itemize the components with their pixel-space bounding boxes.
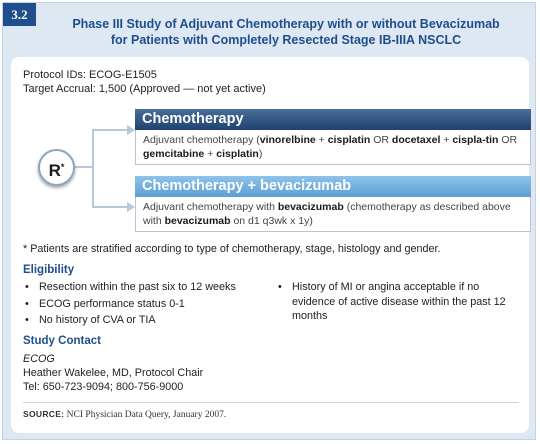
stratification-note: * Patients are stratified according to type of chemotherapy, stage, histology and gender. [23,243,441,255]
drug-name: vinorelbine [259,134,316,146]
source-text: NCI Physician Data Query, January 2007. [66,410,227,420]
contact-person: Heather Wakelee, MD, Protocol Chair [23,367,204,379]
randomization-symbol: R [48,161,61,180]
drug-name: cispla-tin [452,134,499,146]
description-text: (chemotherapy as described above with [143,201,511,227]
description-text: OR [370,134,392,146]
source-label: SOURCE: [23,409,65,419]
randomization-marker: * [60,162,65,172]
arm-chemo-bevacizumab [135,176,531,232]
eligibility-item: • Resection within the past six to 12 weeks [23,280,273,295]
description-text: + [315,134,328,146]
eligibility-heading: Eligibility [23,264,75,276]
drug-name: cisplatin [327,134,371,146]
eligibility-list-right [276,280,516,326]
figure-number-badge: 3.2 [3,3,36,26]
contact-phone: Tel: 650-723-9094; 800-756-9000 [23,381,184,393]
figure-frame [2,2,536,440]
protocol-info [23,68,266,96]
figure-title [39,16,533,48]
study-contact [23,352,203,394]
drug-name: cisplatin [216,148,259,160]
protocol-ids: Protocol IDs: ECOG-E1505 [23,69,157,81]
eligibility-item: • No history of CVA or TIA [23,313,273,328]
description-text: ) [258,148,263,160]
description-text: Adjuvant chemotherapy with [143,201,278,213]
eligibility-list-left [23,280,273,330]
eligibility-item: • ECOG performance status 0-1 [23,297,273,312]
drug-name: bevacizumab [277,201,344,213]
drug-name: docetaxel [391,134,441,146]
source-citation [23,409,226,420]
arm-chemotherapy [135,109,531,165]
description-text: OR [498,134,518,146]
description-text: + [440,134,453,146]
title-line-1: Phase III Study of Adjuvant Chemotherapy with or without Bevacizumab [72,17,500,31]
target-accrual: Target Accrual: 1,500 (Approved — not yet active) [23,83,266,95]
content-panel [11,57,529,433]
arm-chemotherapy-description [135,130,531,165]
arm-chemo-bevacizumab-description [135,197,531,232]
title-line-2: for Patients with Completely Resected Stage IB-IIIA NSCLC [110,33,462,47]
arm-chemotherapy-title: Chemotherapy [135,109,531,130]
description-text: Adjuvant chemotherapy ( [143,134,260,146]
randomization-circle [38,149,75,186]
study-contact-heading: Study Contact [23,335,101,347]
eligibility-item: • History of MI or angina acceptable if no evidence of active disease within the past 12 months [276,280,516,324]
description-text: on d1 q3wk x 1y) [230,215,313,227]
source-divider [23,402,519,403]
description-text: + [204,148,217,160]
arm-chemo-bevacizumab-title: Chemotherapy + bevacizumab [135,176,531,197]
drug-name: gemcitabine [143,148,205,160]
drug-name: bevacizumab [164,215,231,227]
contact-org: ECOG [23,353,55,365]
randomization-connector [75,117,135,217]
